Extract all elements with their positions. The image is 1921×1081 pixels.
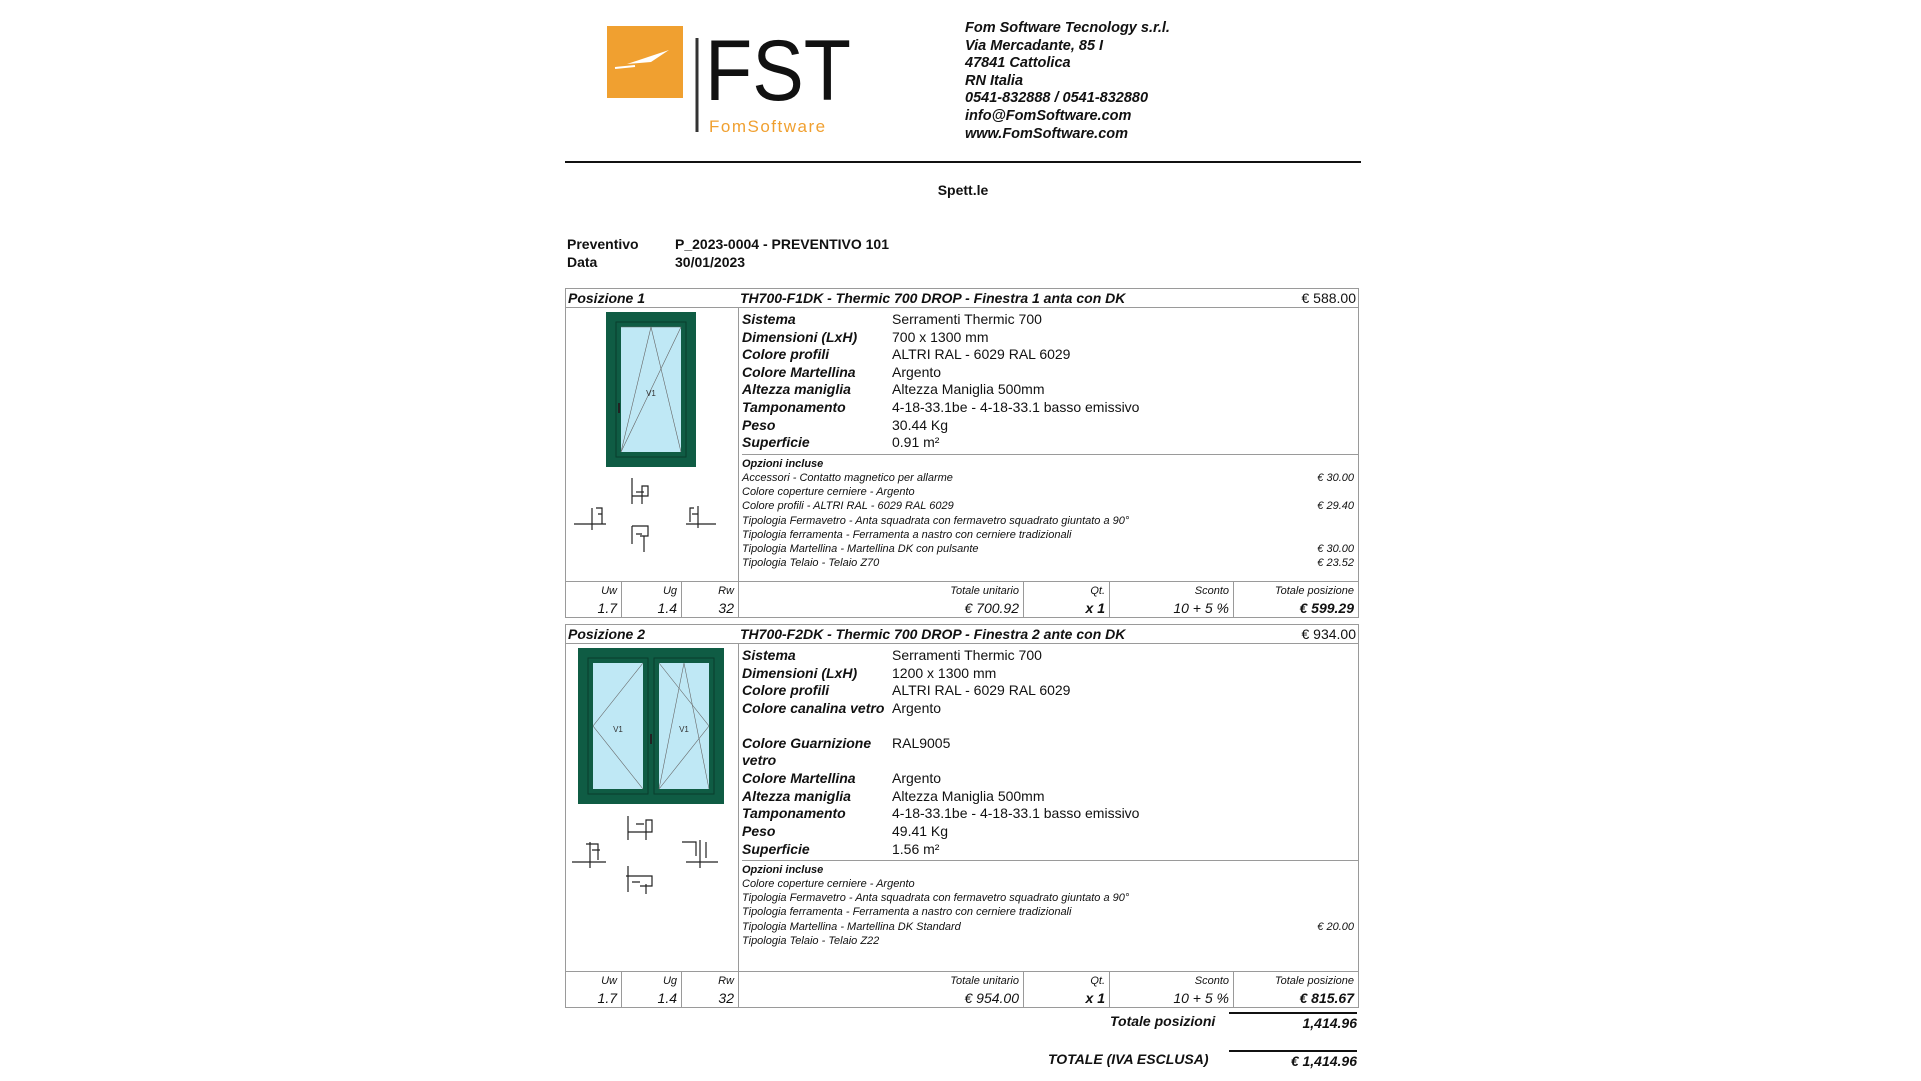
option-price: € 30.00 bbox=[1317, 472, 1354, 484]
qty-value: x 1 bbox=[1085, 600, 1105, 616]
option-row bbox=[742, 499, 1354, 513]
profile-section-right bbox=[686, 506, 716, 528]
option-text: Colore coperture cerniere - Argento bbox=[742, 878, 915, 890]
spec-label: Colore profili bbox=[742, 346, 830, 363]
position-label: Posizione 2 bbox=[568, 626, 646, 642]
document-header bbox=[565, 14, 1361, 162]
spec-value: 49.41 Kg bbox=[892, 822, 949, 839]
company-website: www.FomSoftware.com bbox=[965, 125, 1129, 142]
discount-label: Sconto bbox=[1194, 975, 1229, 987]
spec-label: Colore canalina vetro bbox=[742, 699, 885, 716]
spec-value: Argento bbox=[892, 699, 942, 716]
spec-row bbox=[742, 841, 1354, 859]
spec-label: Superficie bbox=[742, 434, 810, 451]
options-divider bbox=[742, 454, 1358, 455]
spec-list bbox=[742, 647, 1354, 858]
position-total-label: Totale posizione bbox=[1274, 585, 1354, 597]
rw-value: 32 bbox=[718, 990, 734, 1006]
ug-label: Ug bbox=[662, 585, 677, 597]
discount-cell bbox=[1110, 582, 1234, 618]
option-row bbox=[742, 514, 1354, 528]
spec-label: Sistema bbox=[742, 647, 796, 663]
position-label: Posizione 1 bbox=[568, 290, 646, 306]
spec-value: 1.56 m² bbox=[892, 840, 940, 857]
spec-row bbox=[742, 417, 1354, 435]
spec-value: 700 x 1300 mm bbox=[892, 328, 989, 345]
spec-label: Peso bbox=[742, 822, 776, 839]
spec-value: ALTRI RAL - 6029 RAL 6029 bbox=[892, 682, 1071, 699]
company-name: Fom Software Tecnology s.r.l. bbox=[965, 20, 1170, 36]
qty-cell bbox=[1024, 582, 1110, 618]
rw-label: Rw bbox=[718, 975, 734, 987]
options-title: Opzioni incluse bbox=[742, 458, 824, 470]
spec-row bbox=[742, 665, 1354, 683]
qty-value: x 1 bbox=[1085, 990, 1105, 1006]
option-row bbox=[742, 528, 1354, 542]
company-phone: 0541-832888 / 0541-832880 bbox=[965, 90, 1149, 107]
logo-subtext: FomSoftware bbox=[709, 117, 827, 136]
uw-value: 1.7 bbox=[597, 990, 617, 1006]
unit-total-cell bbox=[739, 972, 1024, 1008]
fst-logo bbox=[607, 20, 857, 144]
rw-value: 32 bbox=[718, 600, 734, 616]
logo-text: FST bbox=[705, 23, 851, 119]
uw-value: 1.7 bbox=[597, 600, 617, 616]
option-price: € 29.40 bbox=[1317, 500, 1354, 513]
discount-label: Sconto bbox=[1194, 585, 1229, 597]
window-drawing bbox=[566, 644, 739, 972]
profile-section-right bbox=[682, 840, 718, 868]
option-text: Tipologia Fermavetro - Anta squadrata con fermavetro squadrato giuntato a 90° bbox=[742, 892, 1130, 905]
position-total-label: Totale posizione bbox=[1274, 975, 1354, 987]
position-total-cell bbox=[1234, 582, 1358, 618]
grand-total-value: € 1,414.96 bbox=[1229, 1050, 1357, 1069]
date-label: Data bbox=[567, 253, 598, 270]
option-text: Colore profili - ALTRI RAL - 6029 RAL 6029 bbox=[742, 500, 954, 513]
uw-label: Uw bbox=[601, 975, 617, 987]
profile-section-bottom bbox=[632, 526, 648, 552]
sash-label-left: V1 bbox=[613, 725, 623, 734]
uw-cell bbox=[566, 582, 622, 618]
spec-value: 4-18-33.1be - 4-18-33.1 basso emissivo bbox=[892, 805, 1140, 822]
window-elevation-drawing bbox=[566, 308, 738, 582]
company-info bbox=[965, 20, 1170, 143]
spec-value: Argento bbox=[892, 770, 942, 787]
spec-row bbox=[742, 682, 1354, 700]
spec-label: Tamponamento bbox=[742, 805, 846, 822]
spec-row bbox=[742, 647, 1354, 665]
spec-label: Superficie bbox=[742, 840, 810, 857]
company-email: info@FomSoftware.com bbox=[965, 107, 1132, 124]
qty-label: Qt. bbox=[1090, 585, 1105, 597]
position-total-cell bbox=[1234, 972, 1358, 1008]
spec-row bbox=[742, 311, 1354, 329]
unit-total-value: € 954.00 bbox=[964, 990, 1019, 1006]
option-text: Tipologia ferramenta - Ferramenta a nastro con cerniere tradizionali bbox=[742, 528, 1072, 541]
profile-section-top bbox=[628, 816, 652, 840]
spec-label: Colore Martellina bbox=[742, 363, 856, 380]
recipient-salutation: Spett.le bbox=[937, 182, 989, 198]
spec-row bbox=[742, 434, 1354, 452]
spec-row bbox=[742, 770, 1354, 788]
option-text: Colore coperture cerniere - Argento bbox=[742, 486, 915, 499]
spec-value: Serramenti Thermic 700 bbox=[892, 311, 1042, 327]
positions-total-label: Totale posizioni bbox=[1110, 1013, 1216, 1029]
unit-total-value: € 700.92 bbox=[964, 600, 1019, 616]
option-text: Tipologia Martellina - Martellina DK con pulsante bbox=[742, 542, 979, 555]
spec-row bbox=[742, 329, 1354, 347]
options-title: Opzioni incluse bbox=[742, 864, 824, 876]
sash-label: V1 bbox=[646, 389, 656, 398]
position-description: TH700-F2DK - Thermic 700 DROP - Finestra 2 ante con DK bbox=[740, 626, 1126, 642]
spec-value: RAL9005 bbox=[892, 734, 951, 751]
ug-value: 1.4 bbox=[657, 600, 677, 616]
position-price: € 588.00 bbox=[1301, 290, 1356, 306]
quote-date: 30/01/2023 bbox=[675, 253, 746, 270]
spec-row bbox=[742, 399, 1354, 417]
option-price: € 20.00 bbox=[1317, 920, 1354, 933]
qty-cell bbox=[1024, 972, 1110, 1008]
spec-label: Colore profili bbox=[742, 682, 830, 699]
position-block-2 bbox=[565, 624, 1359, 1008]
spec-value: 0.91 m² bbox=[892, 434, 940, 451]
profile-section-bottom bbox=[626, 866, 652, 894]
ug-cell bbox=[622, 972, 682, 1008]
ug-label: Ug bbox=[662, 975, 677, 987]
discount-value: 10 + 5 % bbox=[1173, 990, 1229, 1006]
unit-total-label: Totale unitario bbox=[950, 585, 1019, 597]
spec-value: 4-18-33.1be - 4-18-33.1 basso emissivo bbox=[892, 398, 1140, 415]
option-text: Tipologia Telaio - Telaio Z22 bbox=[742, 934, 880, 947]
qty-label: Qt. bbox=[1090, 975, 1105, 987]
spec-label: Altezza maniglia bbox=[742, 787, 851, 804]
spec-value: 30.44 Kg bbox=[892, 416, 949, 433]
spec-row bbox=[742, 364, 1354, 382]
position-total-value: € 599.29 bbox=[1299, 600, 1354, 616]
position-price: € 934.00 bbox=[1301, 626, 1356, 642]
window-drawing bbox=[566, 308, 739, 582]
option-text: Tipologia Martellina - Martellina DK Standard bbox=[742, 920, 961, 933]
position-footer bbox=[566, 971, 1358, 1008]
rw-cell bbox=[682, 972, 739, 1008]
position-header bbox=[566, 289, 1358, 308]
spec-value: ALTRI RAL - 6029 RAL 6029 bbox=[892, 346, 1071, 363]
options-list bbox=[742, 864, 1354, 948]
spec-list bbox=[742, 311, 1354, 452]
spec-label: Colore Guarnizione vetro bbox=[742, 734, 872, 769]
spec-row bbox=[742, 788, 1354, 806]
grand-total-label: TOTALE (IVA ESCLUSA) bbox=[1048, 1051, 1209, 1067]
position-description: TH700-F1DK - Thermic 700 DROP - Finestra 1 anta con DK bbox=[740, 290, 1126, 306]
option-row bbox=[742, 542, 1354, 556]
quote-label: Preventivo bbox=[567, 236, 639, 252]
option-text: Tipologia Fermavetro - Anta squadrata con fermavetro squadrato giuntato a 90° bbox=[742, 514, 1130, 527]
spec-label: Sistema bbox=[742, 311, 796, 327]
option-row bbox=[742, 891, 1354, 905]
company-country: RN Italia bbox=[965, 72, 1024, 89]
position-body bbox=[566, 644, 1358, 972]
unit-total-label: Totale unitario bbox=[950, 975, 1019, 987]
quote-page bbox=[565, 14, 1361, 1074]
spec-row bbox=[742, 700, 1354, 735]
option-row bbox=[742, 877, 1354, 891]
spec-value: Serramenti Thermic 700 bbox=[892, 647, 1042, 663]
ug-value: 1.4 bbox=[657, 990, 677, 1006]
position-header bbox=[566, 625, 1358, 644]
rw-cell bbox=[682, 582, 739, 618]
option-row bbox=[742, 471, 1354, 485]
rw-label: Rw bbox=[718, 585, 734, 597]
option-row bbox=[742, 934, 1354, 948]
window-elevation-drawing bbox=[566, 644, 738, 972]
document-meta bbox=[567, 236, 889, 271]
spec-label: Dimensioni (LxH) bbox=[742, 664, 858, 681]
spec-value: Altezza Maniglia 500mm bbox=[892, 787, 1045, 804]
option-text: Tipologia ferramenta - Ferramenta a nastro con cerniere tradizionali bbox=[742, 906, 1072, 919]
company-address: Via Mercadante, 85 I bbox=[965, 37, 1104, 54]
option-price: € 30.00 bbox=[1317, 542, 1354, 555]
discount-value: 10 + 5 % bbox=[1173, 600, 1229, 616]
spec-label: Peso bbox=[742, 416, 776, 433]
spec-value: 1200 x 1300 mm bbox=[892, 664, 997, 681]
spec-row bbox=[742, 823, 1354, 841]
quote-number: P_2023-0004 - PREVENTIVO 101 bbox=[675, 236, 890, 252]
spec-row bbox=[742, 805, 1354, 823]
option-row bbox=[742, 485, 1354, 499]
option-row bbox=[742, 905, 1354, 919]
unit-total-cell bbox=[739, 582, 1024, 618]
position-footer bbox=[566, 581, 1358, 618]
spec-label: Colore Martellina bbox=[742, 770, 856, 787]
option-row bbox=[742, 556, 1354, 570]
position-block-1 bbox=[565, 288, 1359, 618]
spec-label: Altezza maniglia bbox=[742, 381, 851, 398]
options-divider bbox=[742, 860, 1358, 861]
uw-label: Uw bbox=[601, 585, 617, 597]
option-price: € 23.52 bbox=[1317, 557, 1354, 570]
profile-section-left bbox=[574, 508, 606, 530]
spec-row bbox=[742, 346, 1354, 364]
option-text: Accessori - Contatto magnetico per allarme bbox=[742, 472, 953, 484]
option-row bbox=[742, 920, 1354, 934]
position-total-value: € 815.67 bbox=[1299, 990, 1354, 1006]
discount-cell bbox=[1110, 972, 1234, 1008]
spec-label: Dimensioni (LxH) bbox=[742, 328, 858, 345]
spec-value: Altezza Maniglia 500mm bbox=[892, 381, 1045, 398]
ug-cell bbox=[622, 582, 682, 618]
options-list bbox=[742, 458, 1354, 570]
header-divider bbox=[565, 161, 1361, 163]
position-body bbox=[566, 308, 1358, 582]
uw-cell bbox=[566, 972, 622, 1008]
profile-section-top bbox=[632, 478, 648, 504]
sash-label-right: V1 bbox=[679, 725, 689, 734]
spec-row bbox=[742, 381, 1354, 399]
spec-row bbox=[742, 735, 1354, 770]
company-city: 47841 Cattolica bbox=[965, 55, 1071, 72]
positions-total-value: 1,414.96 bbox=[1229, 1012, 1357, 1031]
spec-value: Argento bbox=[892, 363, 942, 380]
spec-label: Tamponamento bbox=[742, 398, 846, 415]
profile-section-left bbox=[572, 842, 606, 868]
option-text: Tipologia Telaio - Telaio Z70 bbox=[742, 557, 880, 570]
